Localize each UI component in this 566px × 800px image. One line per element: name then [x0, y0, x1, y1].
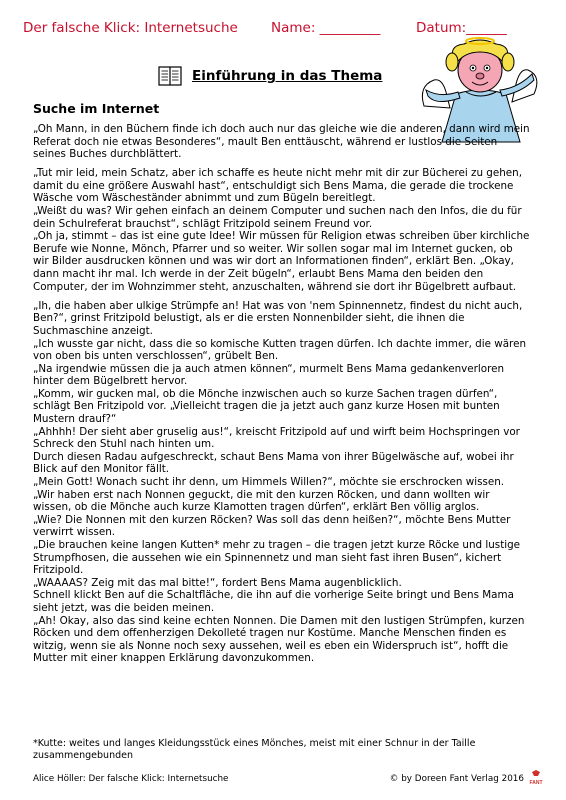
- paragraph: „WAAAAS? Zeig mit das mal bitte!“, fordert Bens Mama augenblicklich.: [33, 576, 402, 589]
- paragraph: „Ich wusste gar nicht, dass die so komische Kutten tragen dürfen. Ich dachte immer, die wären von oben bis unten verschlossen“, grübelt Ben.: [33, 337, 527, 363]
- publisher-logo: [528, 770, 544, 786]
- date-field[interactable]: Datum:______: [416, 20, 507, 36]
- paragraph: „Na irgendwie müssen die ja auch atmen können“, murmelt Bens Mama gedankenverloren hinter dem Bügelbrett hervor.: [33, 362, 505, 388]
- footnote: *Kutte: weites und langes Kleidungsstück eines Mönches, meist mit einer Schnur in der Taille zusammengebunden: [33, 738, 476, 761]
- footer-copyright: © by Doreen Fant Verlag 2016: [389, 774, 524, 784]
- paragraph: Schnell klickt Ben auf die Schaltfläche, die ihn auf die vorherige Seite bringt und Bens Mama sieht jetzt, was die beiden meinen.: [33, 589, 514, 614]
- theme-title: Einführung in das Thema: [192, 68, 383, 84]
- worksheet-title: Der falsche Klick: Internetsuche: [23, 20, 238, 36]
- page-footer: [33, 774, 544, 788]
- paragraph: „Oh Mann, in den Büchern finde ich doch auch nur das gleiche wie die anderen, dann wird mein Referat doch nie etwas Besonderes“, mault Ben enttäuscht, während er lustlos die Seiten seines Buches durchblättert.: [33, 123, 530, 161]
- theme-heading: [158, 64, 382, 88]
- book-icon: [158, 66, 182, 86]
- section-title: Suche im Internet: [33, 101, 160, 116]
- svg-text:FANT: FANT: [529, 780, 543, 786]
- paragraph: „Tut mir leid, mein Schatz, aber ich schaffe es heute nicht mehr mit dir zur Bücherei zu gehen, damit du eine größere Auswahl hast“, entschuldigt sich Bens Mama, die gerade die trockene Wäsche vom Wäscheständer abnimmt und zum Bügeln bereitlegt.: [33, 167, 523, 205]
- paragraph: „Die brauchen keine langen Kutten* mehr zu tragen – die tragen jetzt kurze Röcke und lustige Strumpfhosen, die aussehen wie ein Spinnennetz und man sieht fast ihren Busen“, kichert Fritzipold.: [33, 539, 521, 577]
- paragraph: „Wir haben erst nach Nonnen geguckt, die mit den kurzen Röcken, und dann wollten wir wissen, ob die Mönche auch kurze Klamotten tragen dürfen“, erklärt Ben völlig arglos.: [33, 488, 490, 514]
- paragraph: Durch diesen Radau aufgeschreckt, schaut Bens Mama von ihrer Bügelwäsche auf, wobei ihr Blick auf den Monitor fällt.: [33, 450, 514, 476]
- paragraph: „Ah! Okay, also das sind keine echten Nonnen. Die Damen mit den lustigen Strümpfen, kurzen Röcken und dem offenherzigen Dekolleté tragen nur Kostüme. Manche Menschen finden es witzig, wenn sie als Nonne noch sexy aussehen, weil es eben ein Widerspruch ist“, hofft die Mutter mit einer knappen Erklärung davonzukommen.: [33, 614, 525, 665]
- paragraph: „Wie? Die Nonnen mit den kurzen Röcken? Was soll das denn heißen?“, möchte Bens Mutter verwirrt wissen.: [33, 513, 511, 539]
- paragraph: „Ahhhh! Der sieht aber gruselig aus!“, kreischt Fritzipold auf und wirft beim Hochspringen vor Schreck den Stuhl nach hinten um.: [33, 425, 520, 451]
- paragraph: „Ih, die haben aber ulkige Strümpfe an! Hat was von 'nem Spinnennetz, findest du nicht auch, Ben?“, grinst Fritzipold belustigt, als er die ersten Nonnenbilder sieht, die ihnen die Suchmaschine anzeigt.: [33, 299, 523, 337]
- paragraph: „Oh ja, stimmt – das ist eine gute Idee! Wir müssen für Religion etwas schreiben über kirchliche Berufe wie Nonne, Mönch, Pfarrer und so weiter. Wir sollen sogar mal im Internet gucken, ob wir Bilder ausdrucken können und was wir dort an Informationen finden“, erklärt Ben. „Okay, dann macht ihr mal. Ich werde in der Zeit bügeln“, erlaubt Bens Mama den beiden den Computer, der im Wohnzimmer steht, anzuschalten, während sie dort ihr Bügelbrett aufbaut.: [33, 230, 530, 293]
- footer-author: Alice Höller: Der falsche Klick: Internetsuche: [33, 774, 229, 784]
- paragraph: „Mein Gott! Wonach sucht ihr denn, um Himmels Willen?“, möchte sie erschrocken wissen.: [33, 476, 505, 489]
- name-field[interactable]: Name: _________: [271, 20, 381, 36]
- paragraph: „Weißt du was? Wir gehen einfach an deinem Computer und suchen nach den Infos, die du für dein Schulreferat brauchst“, schlägt Fritzipold seinem Freund vor.: [33, 205, 522, 230]
- paragraph: „Komm, wir gucken mal, ob die Mönche inzwischen auch so kurze Sachen tragen dürfen“, schlägt Ben Fritzipold vor. „Vielleicht tragen die ja jetzt auch ganz kurze Hosen mit bunten Mustern drauf?“: [33, 387, 500, 426]
- story-text: [33, 123, 531, 665]
